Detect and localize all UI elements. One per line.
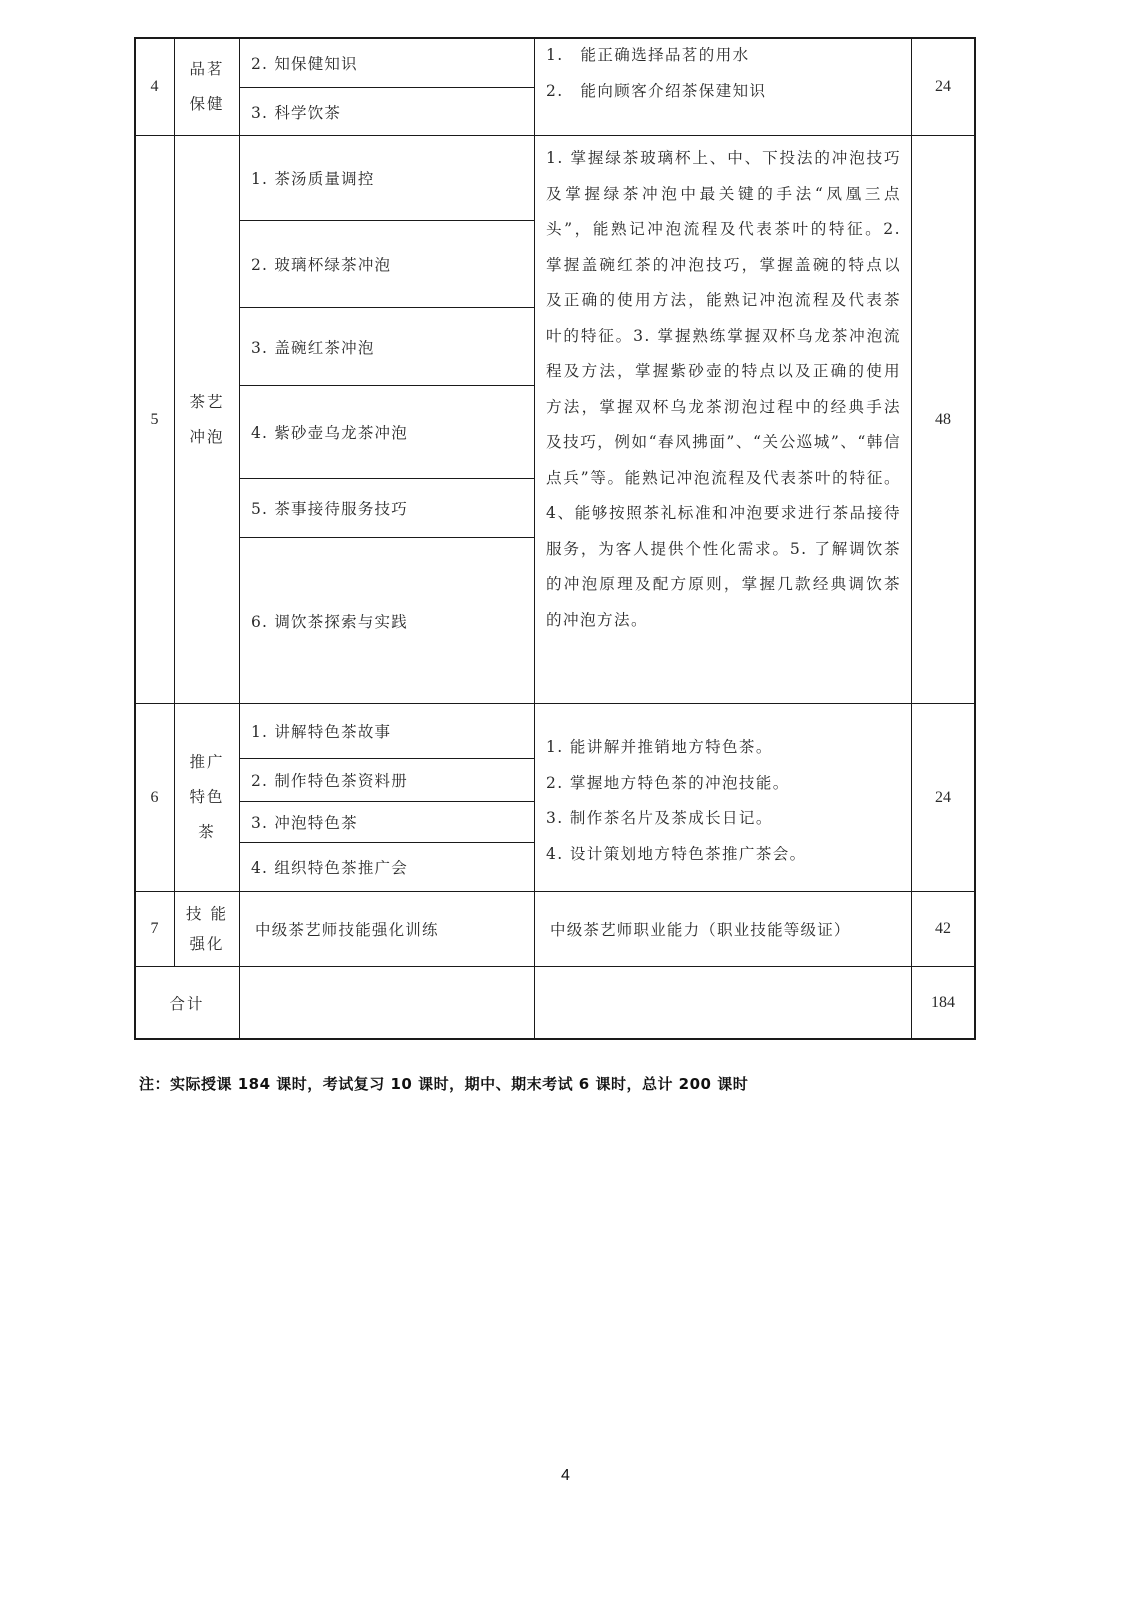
hours-cell: 24 <box>935 77 951 95</box>
content-item: 2. 玻璃杯绿茶冲泡 <box>251 256 392 274</box>
content-item: 4. 组织特色茶推广会 <box>251 859 408 877</box>
category-line: 强化 <box>189 935 225 953</box>
content-item: 5. 茶事接待服务技巧 <box>251 500 408 518</box>
content-item: 2. 知保健知识 <box>251 54 358 73</box>
content-item: 3. 盖碗红茶冲泡 <box>251 338 375 357</box>
requirements-cell: 1. 掌握绿茶玻璃杯上、中、下投法的冲泡技巧及掌握绿茶冲泡中最关键的手法“凤凰三点头”，能熟记冲泡流程及代表茶叶的特征。2. 掌握盖碗红茶的冲泡技巧，掌握盖碗的特点以及正确的使用方法，能熟记冲泡流程及代表茶叶的特征。3. 掌握熟练掌握双杯乌龙茶冲泡流程及方法，掌握紫砂壶的特点以及正确的使用方法，掌握双杯乌龙茶沏泡过程中的经典手法及技巧，例如“春风拂面”、“关公巡城”、“韩信点兵”等。能熟记冲泡流程及代表茶叶的特征。4、能够按照茶礼标准和冲泡要求进行茶品接待服务，为客人提供个性化需求。5. 了解调饮茶的冲泡原理及配方原则，掌握几款经典调饮茶的冲泡方法。 <box>546 149 901 629</box>
content-item: 4. 紫砂壶乌龙茶冲泡 <box>251 424 408 442</box>
requirement-line: 中级茶艺师职业能力（职业技能等级证） <box>550 921 851 939</box>
hours-cell: 42 <box>935 920 951 937</box>
table-right-border <box>974 37 976 1040</box>
hours-cell: 48 <box>935 410 951 428</box>
requirement-line: 4. 设计策划地方特色茶推广茶会。 <box>546 844 807 863</box>
hours-cell: 24 <box>935 788 951 806</box>
content-item: 3. 冲泡特色茶 <box>251 814 358 832</box>
footnote: 注：实际授课 184 课时，考试复习 10 课时，期中、期末考试 6 课时，总计 200 课时 <box>139 1075 749 1093</box>
requirement-line: 3. 制作茶名片及茶成长日记。 <box>546 809 773 827</box>
category-cell <box>175 136 239 703</box>
content-item: 6. 调饮茶探索与实践 <box>251 612 408 631</box>
total-hours: 184 <box>931 993 955 1011</box>
table-bottom-border <box>134 1038 976 1040</box>
row-number: 5 <box>150 410 159 428</box>
category-line: 技 能 <box>186 905 228 923</box>
requirement-line: 2. 能向顾客介绍茶保建知识 <box>546 81 767 100</box>
content-item: 中级茶艺师技能强化训练 <box>255 921 439 939</box>
category-line: 品茗 <box>189 59 225 78</box>
category-cell <box>175 38 239 135</box>
content-item: 3. 科学饮茶 <box>251 103 342 122</box>
content-item: 1. 讲解特色茶故事 <box>251 723 392 741</box>
category-cell <box>175 704 239 891</box>
category-line: 冲泡 <box>189 427 225 446</box>
row-number: 4 <box>150 77 159 95</box>
category-line: 茶艺 <box>189 392 225 411</box>
category-cell <box>175 892 239 966</box>
row-number: 6 <box>150 788 159 806</box>
content-item: 2. 制作特色茶资料册 <box>251 772 408 790</box>
content-item: 1. 茶汤质量调控 <box>251 170 375 188</box>
category-line: 保健 <box>189 94 225 113</box>
row-number: 7 <box>150 920 159 937</box>
total-label: 合计 <box>169 994 205 1013</box>
requirement-line: 1. 能讲解并推销地方特色茶。 <box>546 738 773 756</box>
category-line: 特色 <box>189 788 225 806</box>
category-line: 推广 <box>189 753 225 771</box>
requirements-cell <box>535 730 911 880</box>
row-divider <box>134 966 976 967</box>
requirements-cell <box>535 38 911 135</box>
page-number: 4 <box>561 1467 570 1484</box>
category-line: 茶 <box>198 823 216 841</box>
requirement-line: 2. 掌握地方特色茶的冲泡技能。 <box>546 773 790 792</box>
requirement-line: 1. 能正确选择品茗的用水 <box>546 46 750 64</box>
